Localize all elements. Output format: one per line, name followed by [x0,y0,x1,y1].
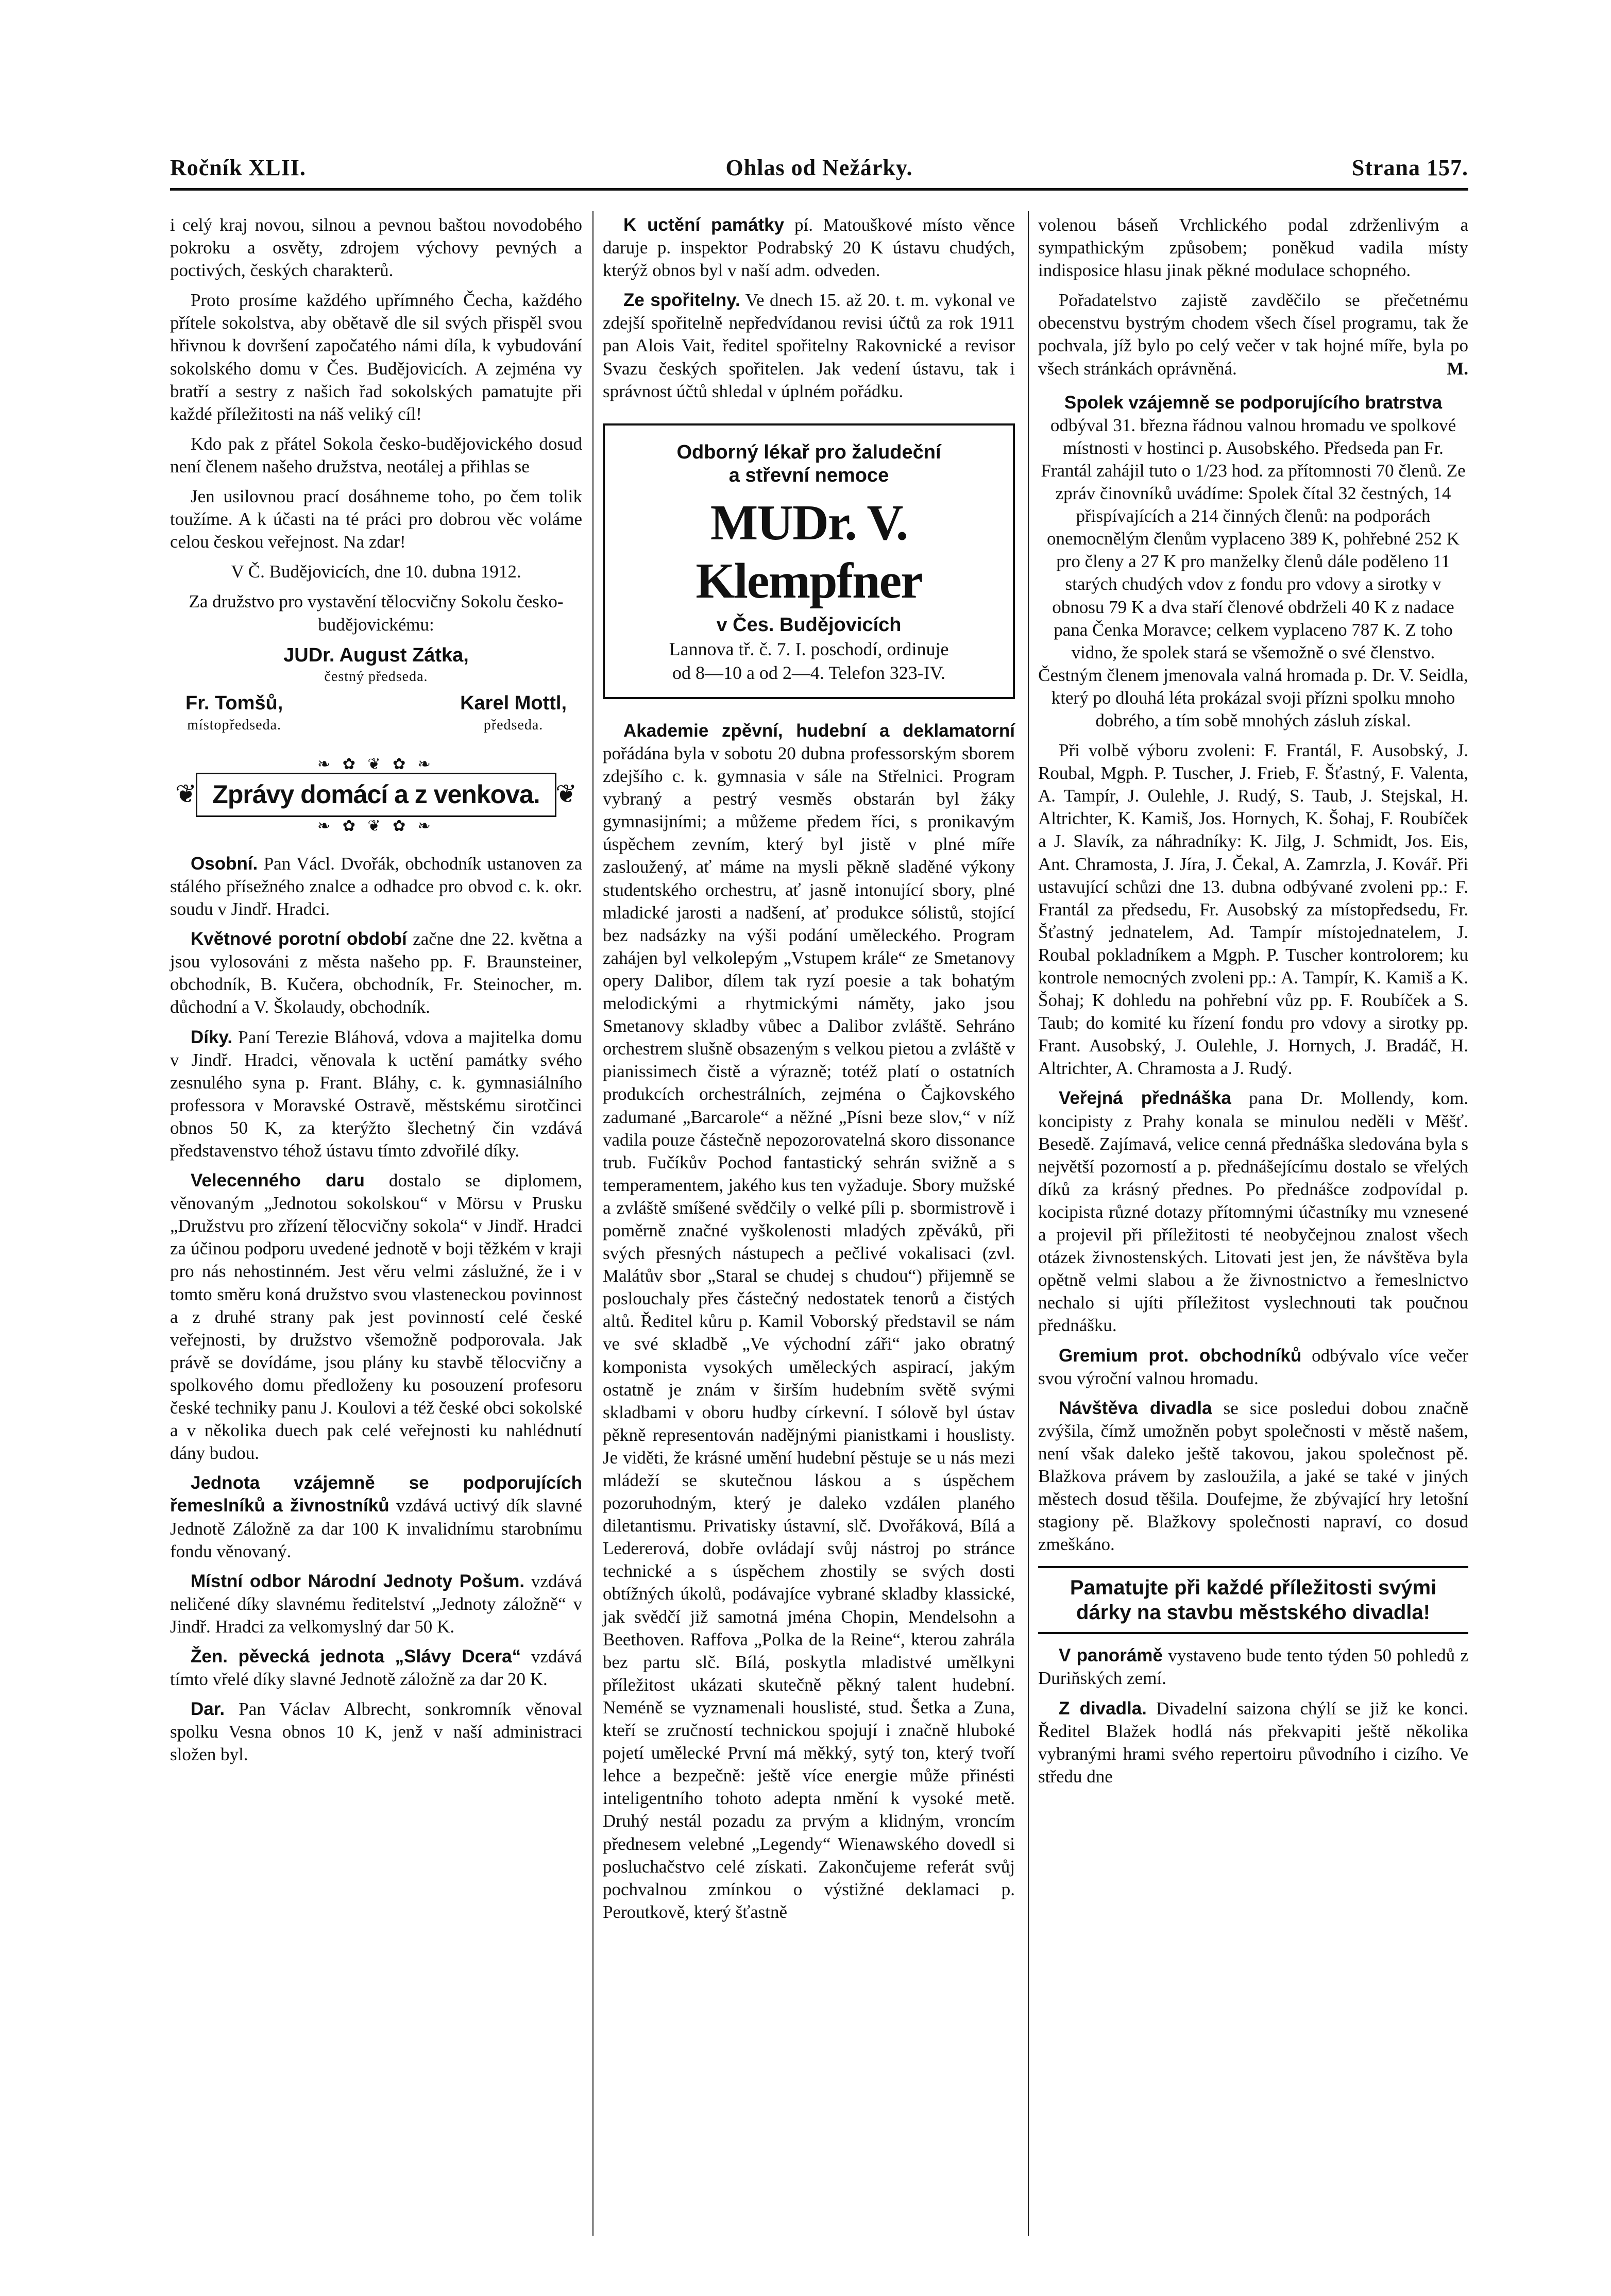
news-item [170,1698,582,1766]
news-lead: Akademie zpěvní, hudební a deklamatorní [623,720,1015,741]
page-header [170,155,1468,185]
newspaper-title: Ohlas od Nežárky. [725,155,913,180]
news-text: vystaveno bude tento týden 50 pohledů z Duriňských zemí. [1038,1645,1469,1689]
signatory-role: předseda. [483,717,544,733]
news-text: pořádána byla v sobotu 20 dubna professorským sborem zdejšího c. k. gymnasia v sále na Střelnici. Program vybraný a pestrý vesměs obstarán byl žáky gymnasijními; a můžeme předem říci, s pronikavým úspěchem zevním, který byl jistě v plné míře zasloužený, ať máme na mysli pěkně sladěné výkony studentského orchestru, ať jasně intonující sbory, plné mladické jarosti a nadšení, ať produkce sólistů, stojící bez nadsázky na výši podání uměleckého. Program zahájen byl velkolepým „Vstupem krále“ ze Smetanovy opery Dalibor, dílem tak ryzí poesie a tak bohatým melodickými a rhytmickými náměty, jako jsou Smetanovy skladby vůbec a Dalibor zvláště. Sehráno orchestrem slušně obsazeným s velkou pietou a zvláště v pianissimech čistě a výrazně; totéž platí o ostatních produkcích orchestrálních, zejména o Čajkovského zadumané „Barcarole“ a něžné „Písni beze slov,“ v níž vadila pouze částečně nepozorovatelná skoro dissonance trub. Fučíkův Pochod fantastický sehrán svižně a s temperamentem, jakého kus ten vyžaduje. Sbory mužské a zvláště smíšené svědčily o velké píli p. sbormistrově i poměrně značné vyškolenosti mladých zpěváků, při svých přesných nástupech a pečlivé vokalisaci (zvl. Malátův sbor „Staral se chudej s chudou“) přijemně se poslouchaly přes částečný nedostatek tenorů a čistých altů. Ředitel kůru p. Kamil Voborský představil se nám ve své skladbě „Ve východní záři“ jako obratný komponista vysokých uměleckých aspirací, jakým ostatně je znám v širším hudebním světě svými skladbami v oboru hudby církevní. I sólově byl ústav pěkně representován nadějnými pianistkami i houslisty. Je viděti, že krásné umění hudební pěstuje se u nás mezi mládeží se skutečnou láskou a s úspěchem pozoruhodným, který je daleko vzdálen planého diletantismu. Privatisky ústavní, slč. Dvořáková, Bílá a Ledererová, dobře ovládají svůj nástroj po stránce technické a s úspěchem zhostily se svých dosti obtížných úkolů, podávajíce vybrané skladby klassické, jak svědčí již samotná jména Chopin, Mendelsohn a Beethoven. Raffova „Polka de la Reine“, kterou zahrála bez partu slč. Bílá, poskytla mladistvé umělkyni příležitost ukázati skutečně pěkný talent hudební. Neméně se vyznamenali houslisté, stud. Šetka a Zuna, kteří se zručností technickou spojují i značně hluboké pojetí umělecké První má měkký, sytý ton, který tvoří lehce a bezpečně: ještě více energie může přinésti inteligentního tohoto adepta nmění k vysoké metě. Druhý nestál pozadu za prvým a klidným, vroncím přednesem velebné „Legendy“ Wienawského dovedl si posluchačstvo celé získati. Zakončujeme referát svůj pochvalnou zmínkou o výstižné deklamaci p. Peroutkově, který šťastně [603,743,1015,1922]
news-text: Divadelní saizona chýlí se již ke konci. Ředitel Blažek hodlá nás překvapiti ještě několika vybranými hrami svého repertoiru původního i cizího. Ve středu dne [1038,1698,1468,1787]
article-paragraph: volenou báseň Vrchlického podal zdrženlivým a sympathickým způsobem; poněkud vadila místy indisposice hlasu jinak pěkné modulace schopného. [1038,215,1468,281]
section-title: Zprávy domácí a z venkova. [196,773,556,817]
news-lead: Gremium prot. obchodníků [1059,1345,1302,1366]
ornament-icon: ❧ ✿ ❦ ✿ ❧ [317,755,435,773]
news-text: pana Dr. Mollendy, kom. koncipisty z Prahy konala se minulou neděli v Měšť. Besedě. Zajímavá, velice cenná přednáška sledována byla s největší pozorností a p. přednášejícímu dostalo se vřelých díků za krásný přednes. Po přednášce zodpovídal p. kocipista různé dotazy přítomnými účastníky mu vznesené a projevil při příležitosti té neobyčejnou znalost všech otázek živnostenských. Litovati jest jen, že návštěva byla opětně velmi slabou a že živnostnictvo a řemeslnictvo nechalo si ujíti příležitost vyslechnouti tak poučnou přednášku. [1038,1088,1469,1336]
ad-title: Odborný lékař pro žaludeční [676,441,941,463]
news-item [1038,392,1468,732]
news-lead: Ze spořitelny. [623,290,740,311]
news-item [170,1169,582,1465]
article-paragraph: Kdo pak z přátel Sokola česko-budějovického dosud není členem našeho družstva, neotálej a přihlas se [170,433,582,477]
ornament-icon: ❦ [555,779,577,808]
news-lead: Osobní. [191,853,258,874]
news-lead: Díky. [191,1027,233,1047]
column-divider [592,211,593,2236]
signatory-name: Karel Mottl, [460,692,567,714]
signatory-role: čestný předseda. [324,669,428,685]
news-lead: Dar. [191,1699,225,1720]
ornament-icon: ❧ ✿ ❦ ✿ ❧ [317,817,435,835]
news-item [170,1026,582,1163]
news-item [1038,1087,1468,1337]
ad-hours: od 8—10 a od 2—4. Telefon 323-IV. [672,662,946,683]
article-paragraph: Proto prosíme každého upřímného Čecha, každého přítele sokolstva, aby obětavě dle sil svých přispěl svou hřivnou k dovršení započatého námi díla, k vybudování sokolského domu v Čes. Budějovicích. A zejména vy bratří a sestry z našich řad sokolských pamatujte při každé příležitosti na náš veliký cíl! [170,290,582,424]
news-text: vzdává uctivý dík slavné Jednotě Záložně za dar 100 K invalidnímu starobnímu fondu věnovaný. [170,1495,582,1561]
news-lead: Návštěva divadla [1059,1398,1212,1418]
column-3 [1038,214,1468,1795]
news-text: Pan Václ. Dvořák, obchodník ustanoven za stálého přísežného znalce a odhadce pro obvod c. k. okr. soudu v Jindř. Hradci. [170,853,582,920]
article-paragraph: Při volbě výboru zvoleni: F. Frantál, F. Ausobský, J. Roubal, Mgph. P. Tuscher, J. Frieb, F. Šťastný, F. Valenta, A. Tampír, J. Oulehle, J. Rudý, S. Taub, J. Stejskal, H. Altrichter, K. Kamiš, Jos. Hornych, K. Šohaj, F. Roubíček a J. Slavík, za náhradníky: K. Jilg, J. Schmidt, Jos. Eis, Ant. Chramosta, J. Jíra, J. Čekal, A. Zamrzla, J. Kovář. Při ustavující schůzi dne 13. dubna odbývané zvoleni pp.: F. Frantál za předsedu, Fr. Ausobský za místopředsedu, Fr. Šťastný jednatelem, Ad. Tampír místojednatelem, J. Roubal pokladníkem a Mgph. P. Tuscher kontrolorem; ku kontrole nemocných zvoleni pp.: A. Tampír, K. Kamiš a K. Šohaj; K dohledu na pohřební vůz pp. F. Roubíček a S. Taub; do komité ku řízení fondu pro vdovy a sirotky pp. Frant. Ausobský, J. Oulehle, J. Hornych, J. Bradáč, H. Altrichter, A. Chramosta a J. Rudý. [1038,740,1468,1079]
news-lead: Květnové porotní období [191,929,407,949]
news-text: vzdává neličené díky slavnému ředitelství „Jednoty záložně“ v Jindř. Hradci za velkomyslný dar 50 K. [170,1571,583,1637]
news-item [1038,1697,1468,1788]
section-banner [175,755,577,835]
news-item [170,1570,582,1638]
column-1 [170,214,582,1773]
news-item [170,928,582,1018]
notice-line: Pamatujte při každé příležitosti svými [1070,1576,1437,1600]
news-lead: Jednota vzájemně se podporujících řemeslníků a živnostníků [170,1473,582,1516]
article-text: Pořadatelstvo zajistě zavděčilo se přečetnému obecenstvu bystrým chodem všech čísel programu, tak že pochvala, jíž bylo po celý večer v tak hojné míře, byla po všech stránkách oprávněná. [1038,290,1468,379]
signature-block [185,691,283,734]
ad-doctor-name: MUDr. V. Klempfner [696,495,922,609]
ad-address: Lannova tř. č. 7. I. poschodí, ordinuje [669,639,949,660]
news-lead: Velecenného daru [191,1170,365,1191]
news-text: pí. Matouškové místo věnce daruje p. inspektor Podrabský 20 K ústavu chudých, kterýž obnos byl v naší adm. odveden. [603,215,1015,281]
news-lead: V panorámě [1059,1645,1163,1666]
header-rule [170,188,1468,191]
news-lead: Žen. pěvecká jednota „Slávy Dcera“ [191,1646,521,1666]
news-text: Ve dnech 15. až 20. t. m. vykonal ve zdejší spořitelně nepředvídanou revisi účtů za rok 1911 pan Alois Vait, ředitel spořitelny Rakovnické a revisor Svazu českých spořitelen. Jak vedení ústavu, tak i správnost účtů shledal v úplném pořádku. [603,290,1015,401]
dateline: V Č. Budějovicích, dne 10. dubna 1912. [231,562,521,582]
news-item [1038,1644,1468,1690]
news-text: odbývalo více večer svou výroční valnou hromadu. [1038,1345,1469,1388]
column-2 [603,214,1015,1931]
news-lead: Z divadla. [1059,1698,1147,1719]
signature-block [170,643,582,686]
news-lead: Spolek vzájemně se podporujícího bratrstva [1064,392,1443,413]
article-paragraph [1038,289,1468,380]
ad-title: a střevní nemoce [728,465,889,487]
news-item [1038,1345,1468,1390]
news-text: se sice posledui dobou značně zvýšila, čímž umožněn pobyt společnosti v městě našem, není však daleko ještě takovou, jakou společnost pě. Blažkova právem by zasloužila, a jaké se také v jiných městech dosud těšila. Doufejme, že zbývající hry letošní stagiony pě. Blažkovy společnosti napraví, co dosud zmeškáno. [1038,1398,1469,1555]
notice-line: dárky na stavbu městského divadla! [1076,1601,1430,1624]
signatory-name: Fr. Tomšů, [185,692,283,714]
news-item [603,720,1015,1924]
news-text: Pan Václav Albrecht, sonkromník věnoval spolku Vesna obnos 10 K, jenž v naší administraci složen byl. [170,1699,583,1765]
news-item [603,214,1015,282]
article-paragraph: Jen usilovnou prací dosáhneme toho, po čem tolik toužíme. A k účasti na té práci pro dobrou věc voláme celou českou veřejnost. Na zdar! [170,486,582,552]
news-text: Paní Terezie Bláhová, vdova a majitelka domu v Jindř. Hradci, věnovala k uctění památky svého zesnulého syna p. Frant. Bláhy, c. k. gymnasiálního professora v Moravské Ostravě, městskému sirotčinci obnos 50 K, za kterýžto šlechetný čin vzdává představenstvo téhož ústavu tímto zdvořilé díky. [170,1027,583,1161]
news-lead: K uctění památky [623,215,785,235]
theatre-notice [1038,1566,1468,1634]
news-text: odbýval 31. března řádnou valnou hromadu ve spolkové místnosti v hostinci p. Ausobského. Předseda pan Fr. Frantál zahájil tuto o 1/23 hod. za přítomnosti 70 členů. Ze zpráv činovníků uvádíme: Spolek čítal 32 čestných, 14 přispívajících a 214 činných členů: na podporách onemocnělým členům vyplaceno 389 K, pohřebné 252 K pro členy a 27 K pro manželky členů dále poděleno 11 starých chudých vdov z fondu pro vdovy a sirotky v obnosu 79 K a dva staří členové obdrželi 40 K z nadace pana Čenka Moravce; celkem vyplaceno 787 K. Z toho vidno, že spolek stará se všemožně o své členstvo. Čestným členem jmenovala valná hromada p. Dr. V. Seidla, který po dlouhá léta prokázal svoji přízni spolku mnoho dobrého, a tím sobě mnohých zásluh získal. [1038,415,1468,730]
ad-city: v Čes. Budějovicích [716,614,902,636]
news-text: dostalo se diplomem, věnovaným „Jednotou sokolskou“ v Mörsu v Prusku „Družstvu pro zřízení tělocvičny sokola“ v Jindř. Hradci za účinou podporu uvedené jednotě v boji těžkém v kraji pro nás nehostinném. Jest věru velmi záslužné, že i v tomto směru koná družstvo svou vlasteneckou povinnost a z druhé strany pak jest povinností celé české veřejnosti, by družstvo všemožně podporovala. Jak právě se dovídáme, jsou plány ku stavbě tělocvičny a spolkového domu předloženy ku posouzení profesoru české techniky panu J. Koulovi a též české obci sokolské a v několika duech pak celé veřejnosti ku nahlédnutí dány budou. [170,1170,582,1464]
news-item [170,1645,582,1691]
news-text: začne dne 22. května a jsou vylosováni z města našeho pp. F. Braunsteiner, obchodník, B. Kučera, obchodník, Fr. Steinocher, m. důchodní a V. Školaudy, obchodník. [170,929,582,1017]
article-paragraph: i celý kraj novou, silnou a pevnou baštou novodobého pokroku a osvěty, zdrojem výchovy pevných a poctivých, českých charakterů. [170,215,582,281]
ornament-icon: ❦ [175,779,197,808]
news-item [1038,1397,1468,1556]
organization-line: Za družstvo pro vystavění tělocvičny Sokolu česko-budějovickému: [189,591,564,635]
news-lead: Místní odbor Národní Jednoty Pošum. [191,1571,525,1591]
signatory-name: JUDr. August Zátka, [283,644,469,666]
news-item [170,1472,582,1562]
advertisement [603,423,1015,699]
news-lead: Veřejná přednáška [1059,1088,1231,1109]
news-item [170,853,582,921]
author-initial: M. [1447,358,1468,379]
news-item [603,289,1015,402]
volume-label: Ročník XLII. [170,155,306,180]
column-divider [1028,211,1029,2236]
news-text: vzdává tímto vřelé díky slavné Jednotě záložně za dar 20 K. [170,1646,582,1690]
signature-block [460,691,567,734]
signatory-role: místopředseda. [187,717,282,733]
signature-row [170,691,582,734]
page-number: Strana 157. [1351,155,1468,180]
